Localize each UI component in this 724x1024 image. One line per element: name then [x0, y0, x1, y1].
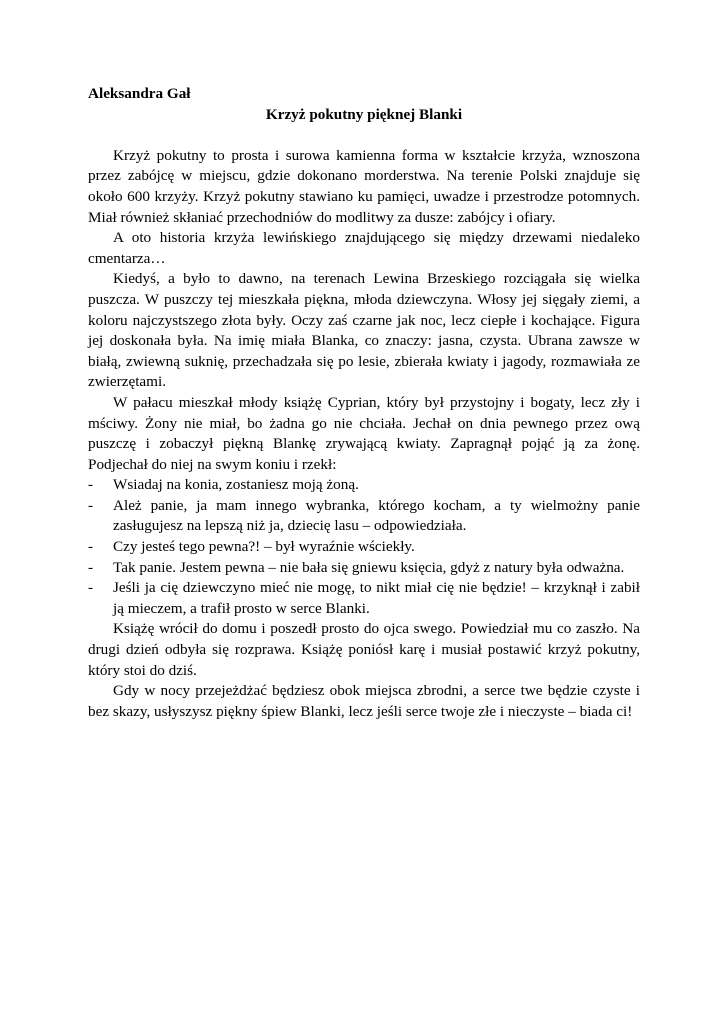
paragraph: W pałacu mieszkał młody książę Cyprian, który był przystojny i bogaty, lecz zły i mściwy. Żony nie miał, bo żadna go nie chciała. Jechał on dnia pewnego przez ową puszczę i zobaczył piękną Blankę zrywającą kwiaty. Zapragnął pojąć ją za żonę. Podjechał do niej na swym koniu i rzekł:: [88, 393, 640, 473]
dialog-line: [88, 558, 640, 579]
dialog-line: [88, 578, 640, 619]
dialog-text: Wsiadaj na konia, zostaniesz moją żoną.: [113, 476, 359, 494]
dialog-text: Jeśli ja cię dziewczyno mieć nie mogę, to nikt miał cię nie będzie! – krzyknął i zabił ją mieczem, a trafił prosto w serce Blanki.: [113, 579, 640, 617]
dialog-dash: -: [88, 579, 94, 597]
dialog-text: Tak panie. Jestem pewna – nie bała się gniewu księcia, gdyż z natury była odważna.: [113, 558, 625, 576]
document-title: Krzyż pokutny pięknej Blanki: [265, 105, 463, 123]
author-name: Aleksandra Gał: [88, 85, 191, 102]
dialog-line: [88, 475, 640, 496]
dialog-dash: -: [88, 538, 94, 556]
paragraph: Gdy w nocy przejeżdżać będziesz obok miejsca zbrodni, a serce twe będzie czyste i bez skazy, usłyszysz piękny śpiew Blanki, lecz jeśli serce twoje złe i nieczyste – biada ci!: [88, 682, 640, 720]
dialog-text: Czy jesteś tego pewna?! – był wyraźnie wściekły.: [113, 538, 415, 556]
document-page: [88, 84, 640, 722]
dialog-dash: -: [88, 476, 94, 494]
dialog-dash: -: [88, 496, 94, 514]
dialog-dash: -: [88, 558, 94, 576]
paragraph: A oto historia krzyża lewińskiego znajdującego się między drzewami niedaleko cmentarza…: [88, 229, 640, 267]
paragraph: Kiedyś, a było to dawno, na terenach Lewina Brzeskiego rozciągała się wielka puszcza. W puszczy tej mieszkała piękna, młoda dziewczyna. Włosy jej sięgały ziemi, a koloru najczystszego złota były. Oczy zaś czarne jak noc, lecz ciepłe i kochające. Figura jej doskonała była. Na imię miała Blanka, co znaczy: jasna, czysta. Ubrana zawsze w białą, zwiewną suknię, przechadzała się po lesie, zbierała kwiaty i jagody, rozmawiała ze zwierzętami.: [88, 270, 640, 391]
paragraph: Krzyż pokutny to prosta i surowa kamienna forma w kształcie krzyża, wznoszona przez zabójcę w miejscu, gdzie dokonano morderstwa. Na terenie Polski znajduje się około 600 krzyży. Krzyż pokutny stawiano ku pamięci, uwadze i przestrodze potomnych. Miał również skłaniać przechodniów do modlitwy za dusze: zabójcy i ofiary.: [88, 146, 640, 226]
dialog-text: Ależ panie, ja mam innego wybranka, którego kocham, a ty wielmożny panie zasługujesz na lepszą niż ja, dziecię lasu – odpowiedziała.: [113, 496, 640, 535]
dialog-line: [88, 496, 640, 537]
dialog-line: [88, 537, 640, 558]
paragraph: Książę wrócił do domu i poszedł prosto do ojca swego. Powiedział mu co zaszło. Na drugi dzień odbyła się rozprawa. Książę poniósł karę i musiał postawić krzyż pokutny, który stoi do dziś.: [88, 620, 640, 679]
